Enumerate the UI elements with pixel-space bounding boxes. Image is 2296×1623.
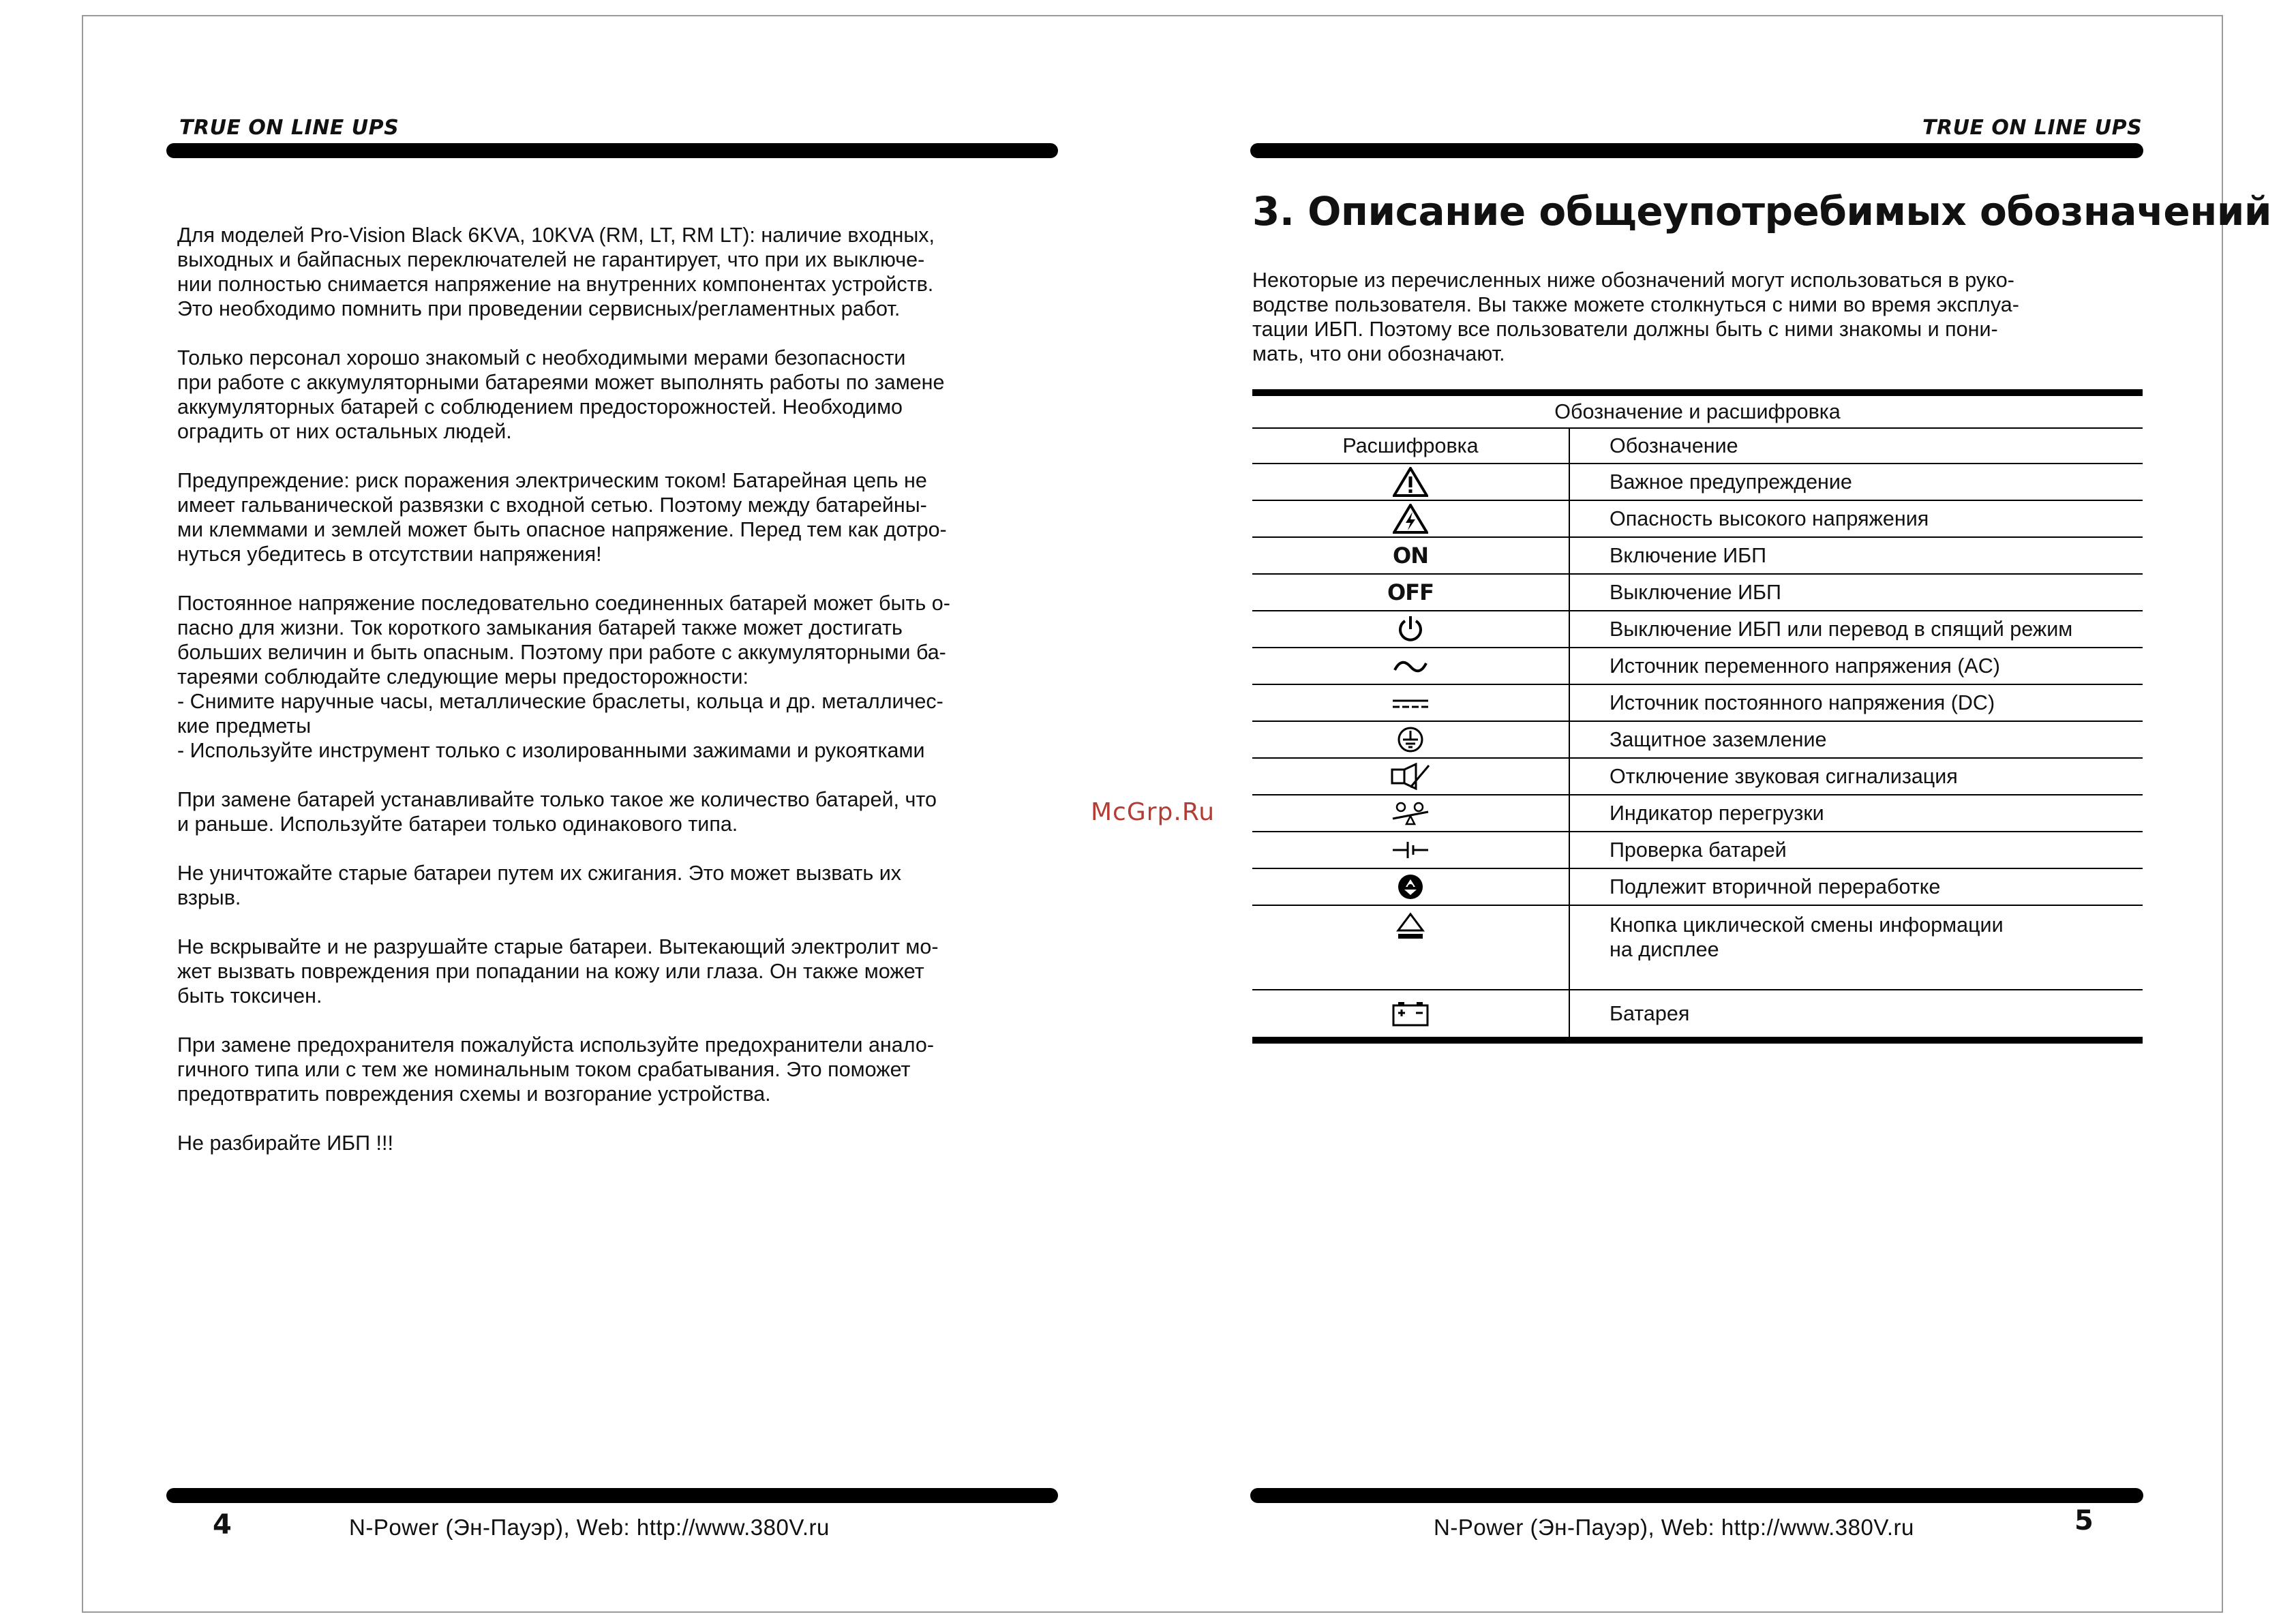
on-text-icon: ON — [1393, 543, 1428, 568]
right-page-number: 5 — [2074, 1505, 2094, 1536]
paragraph: При замене батарей устанавливайте только такое же количество батарей, что и раньше. Используйте батареи только одинакового типа. — [177, 788, 937, 836]
left-header-label: TRUE ON LINE UPS — [179, 116, 399, 140]
symbol-description: Батарея — [1569, 990, 2143, 1040]
paragraph: Не разбирайте ИБП !!! — [177, 1132, 393, 1155]
column-header-decoding: Расшифровка — [1252, 428, 1569, 464]
table-row — [1252, 758, 2143, 795]
right-header-bar — [1250, 143, 2143, 158]
symbol-description: Опасность высокого напряжения — [1569, 500, 2143, 537]
overload-icon — [1390, 800, 1431, 827]
paragraph: Предупреждение: риск поражения электрическим током! Батарейная цепь не имеет гальванической развязки с входной сетью. Поэтому между батарейны- ми клеммами и землей может быть опасное напряжение. Перед тем как дотро- нуться убедитесь в отсутствии напряжения! — [177, 469, 947, 566]
symbol-description: Важное предупреждение — [1569, 464, 2143, 500]
table-row — [1252, 684, 2143, 721]
table-row — [1252, 574, 2143, 611]
table-row — [1252, 648, 2143, 684]
symbol-description: Проверка батарей — [1569, 832, 2143, 868]
table-row — [1252, 537, 2143, 574]
symbol-description: Включение ИБП — [1569, 537, 2143, 574]
right-footer-bar — [1250, 1488, 2143, 1503]
symbol-description: Выключение ИБП — [1569, 574, 2143, 611]
left-header-bar — [166, 143, 1058, 158]
paragraph: Постоянное напряжение последовательно соединенных батарей может быть о- пасно для жизни. Ток короткого замыкания батарей также может достигать больших величин и быть опасным. Поэтому при работе с аккумуляторными ба- тареями соблюдайте следующие меры предосторожности: - Снимите наручные часы, металлические браслеты, кольца и др. металличес- кие предметы - Используйте инструмент только с изолированными зажимами и рукоятками — [177, 592, 950, 762]
symbol-description: Источник переменного напряжения (AC) — [1569, 648, 2143, 684]
table-row — [1252, 905, 2143, 990]
table-row — [1252, 611, 2143, 648]
battery-icon — [1391, 1000, 1430, 1027]
table-row — [1252, 868, 2143, 905]
paragraph: При замене предохранителя пожалуйста используйте предохранители анало- гичного типа или с тем же номинальным током срабатывания. Это поможет предотвратить повреждения схемы и возгорание устройства. — [177, 1033, 934, 1106]
watermark: McGrp.Ru — [1091, 798, 1215, 826]
ground-icon — [1397, 726, 1424, 753]
paragraph: Для моделей Pro-Vision Black 6KVA, 10KVA (RM, LT, RM LT): наличие входных, выходных и байпасных переключателей не гарантирует, что при их выключе- нии полностью снимается напряжение на внутренних компонентах устройств. Это необходимо помнить при проведении сервисных/регламентных работ. — [177, 224, 935, 320]
paragraph: Только персонал хорошо знакомый с необходимыми мерами безопасности при работе с аккумуляторными батареями может выполнять работы по замене аккумуляторных батарей с соблюдением предосторожностей. Необходимо оградить от них остальных людей. — [177, 346, 945, 443]
table-caption: Обозначение и расшифровка — [1252, 393, 2143, 428]
symbol-description: Выключение ИБП или перевод в спящий режим — [1569, 611, 2143, 648]
column-header-symbol: Обозначение — [1569, 428, 2143, 464]
battery-test-icon — [1391, 838, 1430, 862]
table-row — [1252, 795, 2143, 832]
off-text-icon: OFF — [1387, 579, 1434, 605]
left-page-number: 4 — [213, 1509, 232, 1541]
table-row — [1252, 464, 2143, 500]
intro-paragraph: Некоторые из перечисленных ниже обозначений могут использоваться в руко- водстве пользователя. Вы также можете столкнуться с ними во время эксплуа- тации ИБП. Поэтому все пользователи должны быть с ними знакомы и пони- мать, что они обозначают. — [1252, 269, 2019, 365]
recycle-icon — [1397, 873, 1424, 900]
table-row — [1252, 990, 2143, 1040]
power-standby-icon — [1395, 614, 1425, 644]
scroll-icon — [1395, 911, 1425, 941]
symbol-description: Отключение звуковая сигнализация — [1569, 758, 2143, 795]
symbol-description: Подлежит вторичной переработке — [1569, 868, 2143, 905]
ac-tilde-icon — [1393, 656, 1428, 677]
paragraph: Не уничтожайте старые батареи путем их сжигания. Это может вызвать их взрыв. — [177, 862, 902, 909]
symbol-description: Индикатор перегрузки — [1569, 795, 2143, 832]
table-row — [1252, 500, 2143, 537]
page-title: 3. Описание общеупотребимых обозначений — [1252, 188, 2272, 234]
symbol-description: Защитное заземление — [1569, 721, 2143, 758]
symbols-table — [1252, 389, 2143, 1044]
mute-icon — [1390, 763, 1431, 790]
left-footer-text: N-Power (Эн-Пауэр), Web: http://www.380V.ru — [349, 1515, 830, 1540]
right-header-label: TRUE ON LINE UPS — [1922, 116, 2143, 140]
warning-triangle-icon — [1393, 467, 1428, 497]
symbol-description: Кнопка циклической смены информации на дисплее — [1569, 905, 2143, 990]
dc-icon — [1391, 695, 1430, 712]
paragraph: Не вскрывайте и не разрушайте старые батареи. Вытекающий электролит мо- жет вызвать повреждения при попадании на кожу или глаза. Он также может быть токсичен. — [177, 935, 939, 1007]
symbol-description: Источник постоянного напряжения (DC) — [1569, 684, 2143, 721]
left-footer-bar — [166, 1488, 1058, 1503]
table-row — [1252, 721, 2143, 758]
right-footer-text: N-Power (Эн-Пауэр), Web: http://www.380V.ru — [1434, 1515, 1914, 1540]
high-voltage-icon — [1393, 504, 1428, 534]
left-page-body — [177, 223, 1063, 1180]
table-row — [1252, 832, 2143, 868]
